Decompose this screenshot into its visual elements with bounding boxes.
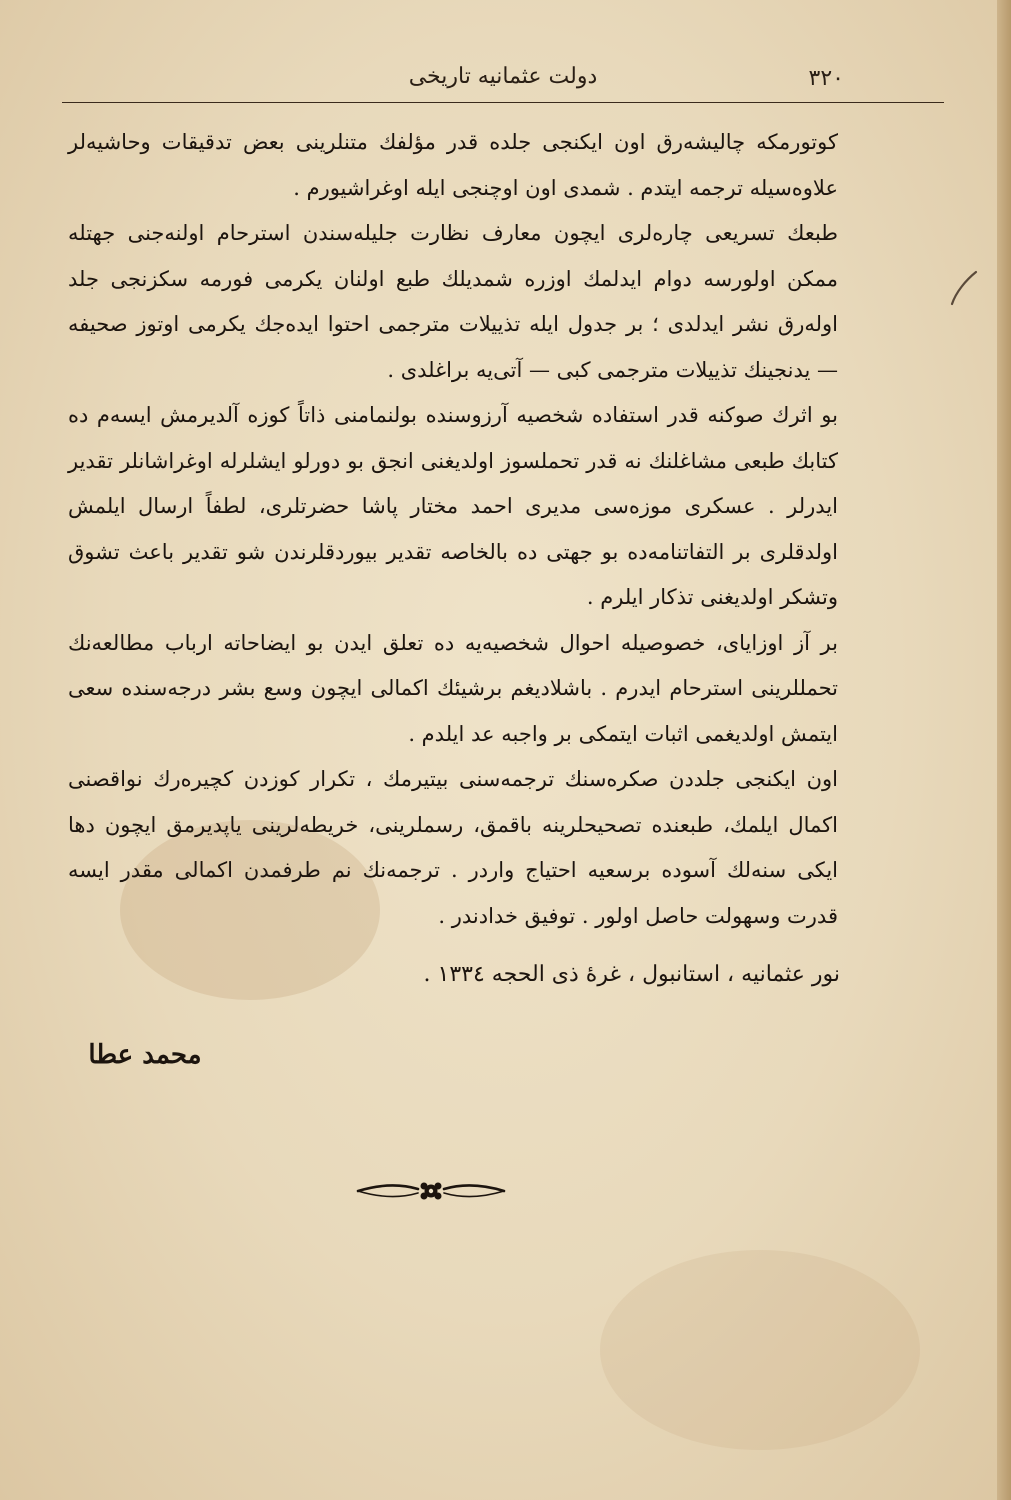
decorative-ornament-icon — [356, 1180, 506, 1202]
running-title: دولت عثمانيه تاريخى — [408, 64, 598, 89]
paragraph: اون ايكنجى جلددن صكره‌سنك ترجمه‌سنى بيتيرمك ، تكرار كوزدن كچيره‌رك نواقصنى اكمال ايلمك، طبعنده تصحيحلرينه باقمق، رسملرينى، خريطه‌لرينى ياپديرمق ايچون دها ايكى سنه‌لك آسوده برسعيه احتياج واردر . ترجمه‌نك نم طرفمدن اكمالى مقدر ايسه قدرت وسهولت حاصل اولور . توفيق خدادندر . — [68, 767, 838, 928]
author-signature: محمد عطا — [88, 1040, 202, 1070]
page-spine-edge — [997, 0, 1011, 1500]
paragraph: بو اثرك صوكنه قدر استفاده شخصيه آرزوسنده بولنمامنى ذاتاً كوزه آلديرمش ايسه‌م ده كتابك طبعى مشاغلنك نه قدر تحملسوز اولديغنى انجق بو دورلو ايشلرله اوغراشانلر تقدير ايدرلر . عسكرى موزه‌سى مديرى احمد مختار پاشا حضرتلرى، لطفاً ارسال ايلمش اولدقلرى بر التفاتنامه‌ده بو جهتى ده بالخاصه تقدير بيوردقلرندن شو تقدير باعث تشوق وتشكر اولديغنى تذكار ايلرم . — [68, 403, 838, 609]
page-number: ٣٢٠ — [808, 66, 844, 91]
paragraph: طبعك تسريعى چاره‌لرى ايچون معارف نظارت جليله‌سندن استرحام اولنه‌جنى جهتله ممكن اولورسه دوام ايدلمك اوزره شمديلك طبع اولنان يكرمى فورمه سكزنجى جلد اوله‌رق نشر ايدلدى ؛ بر جدول ايله تذييلات مترجمى احتوا ايده‌جك يكرمى اوتوز صحيفه — يدنجينك تذييلات مترجمى كبى — آتى‌يه براغلدى . — [68, 221, 838, 382]
place-date-line: نور عثمانيه ، استانبول ، غرهٔ ذى الحجه ١٣٣٤ . — [423, 962, 840, 987]
paragraph: كوتورمكه چاليشه‌رق اون ايكنجى جلده قدر مؤلفك متنلرينى بعض تدقيقات وحاشيه‌لر علاوه‌سيله ترجمه ايتدم . شمدى اون اوچنجى ايله اوغراشيورم . — [68, 130, 838, 200]
pencil-mark-icon — [944, 268, 984, 308]
paper-stain — [600, 1250, 920, 1450]
paragraph: بر آز اوزاياى، خصوصيله احوال شخصيه‌يه ده تعلق ايدن بو ايضاحاته ارباب مطالعه‌نك تحمللرينى استرحام ايدرم . باشلاديغم برشيئك اكمالى ايچون وسع بشر درجه‌سنده سعى ايتمش اولديغمى اثبات ايتمكى بر واجبه عد ايلدم . — [68, 630, 838, 746]
page-header — [62, 58, 944, 103]
body-text — [68, 120, 838, 939]
